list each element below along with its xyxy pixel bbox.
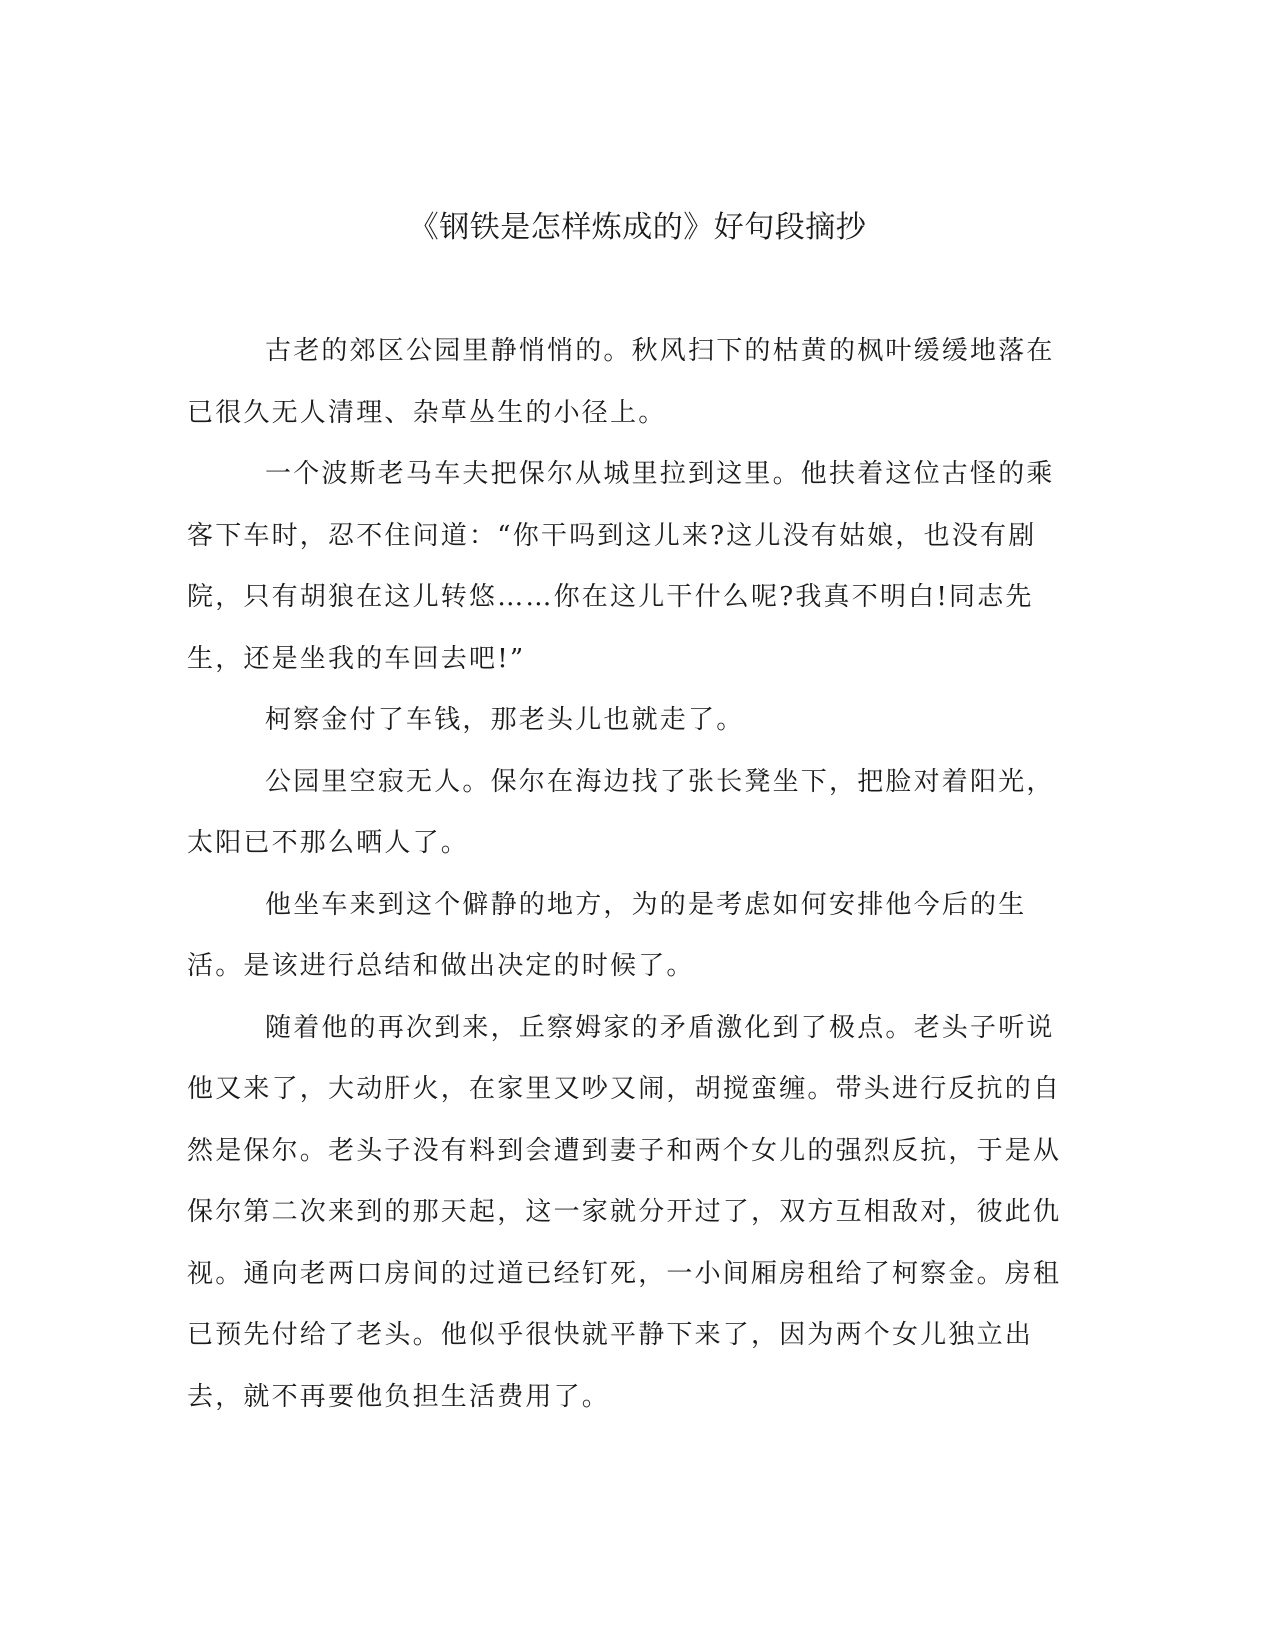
paragraph-2: 一个波斯老马车夫把保尔从城里拉到这里。他扶着这位古怪的乘客下车时，忍不住问道：“你干吗到这儿来?这儿没有姑娘，也没有剧院，只有胡狼在这儿转悠……你在这儿干什么呢?我真不明白!同志先生，还是坐我的车回去吧!” bbox=[187, 459, 1055, 674]
paragraph-4: 公园里空寂无人。保尔在海边找了张长凳坐下，把脸对着阳光，太阳已不那么晒人了。 bbox=[187, 766, 1055, 858]
paragraph-3: 柯察金付了车钱，那老头儿也就走了。 bbox=[265, 705, 745, 735]
paragraph-1: 古老的郊区公园里静悄悄的。秋风扫下的枯黄的枫叶缓缓地落在已很久无人清理、杂草丛生的小径上。 bbox=[187, 336, 1055, 428]
document-body bbox=[187, 321, 1067, 1428]
paragraph-6: 随着他的再次到来，丘察姆家的矛盾激化到了极点。老头子听说他又来了，大动肝火，在家里又吵又闹，胡搅蛮缠。带头进行反抗的自然是保尔。老头子没有料到会遭到妻子和两个女儿的强烈反抗，于是从保尔第二次来到的那天起，这一家就分开过了，双方互相敌对，彼此仇视。通向老两口房间的过道已经钉死，一小间厢房租给了柯察金。房租已预先付给了老头。他似乎很快就平静下来了，因为两个女儿独立出去，就不再要他负担生活费用了。 bbox=[187, 1012, 1062, 1412]
document-title: 《钢铁是怎样炼成的》好句段摘抄 bbox=[408, 210, 867, 245]
paragraph-5: 他坐车来到这个僻静的地方，为的是考虑如何安排他今后的生活。是该进行总结和做出决定的时候了。 bbox=[187, 889, 1027, 981]
